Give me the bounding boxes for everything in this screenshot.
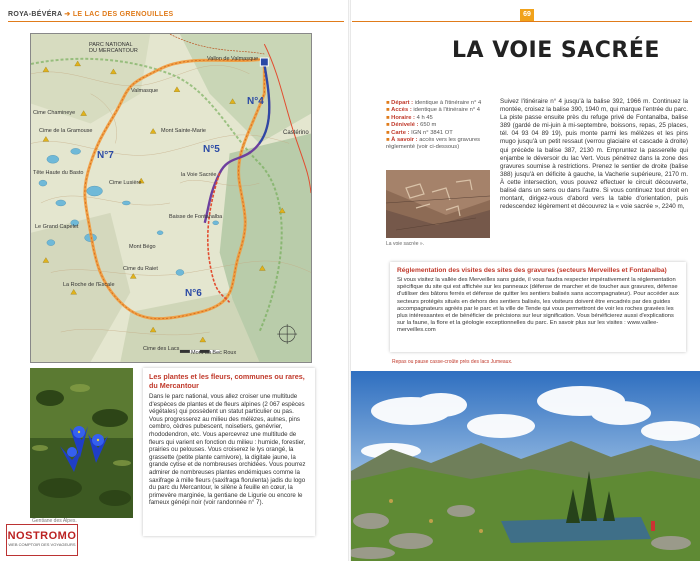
info-row-carte — [386, 130, 486, 137]
logo-name: NOSTROMO — [7, 530, 77, 542]
map-label-cime-raiet: Cime du Raiet — [123, 266, 158, 272]
info-label: À savoir : — [391, 137, 418, 144]
info-value: identique à l'itinéraire n° 4 — [413, 107, 480, 114]
gentian-photo — [30, 368, 133, 518]
header-rule-right — [352, 21, 692, 22]
nostromo-logo[interactable] — [6, 524, 78, 556]
info-row-acces — [386, 107, 486, 114]
regulation-box — [390, 262, 686, 352]
map-label-vallon: Vallon de Valmasque — [207, 56, 259, 62]
info-label: Carte : — [391, 129, 410, 136]
arrow-icon: ➔ — [64, 11, 71, 18]
trail-map[interactable] — [30, 33, 312, 363]
bullet-icon: ■ — [386, 137, 390, 144]
flower-sidebar-title: Les plantes et les fleurs, communes ou rares, du Mercantour — [149, 372, 305, 390]
map-graphic — [31, 34, 311, 362]
map-label-cime-lacs: Cime des Lacs — [143, 346, 180, 352]
rock-carving-photo — [386, 170, 490, 238]
info-label: Horaire : — [391, 114, 415, 121]
map-label-le-grand-capelet: Le Grand Capelet — [35, 224, 79, 230]
info-row-horaire — [386, 115, 486, 122]
map-label-casterino: Castérino — [283, 130, 309, 136]
lake-photo-caption: Repas ou pause casse-croûte près des lacs Jumeaux. — [392, 359, 513, 365]
flower-sidebar-text: Dans le parc national, vous allez croiser une multitude d'espèces de plantes et de fleurs alpines (2 067 espèces végétales) qui possèdent un statut particulier ou pas. Vous progresserez au milieu des mélèzes, aulnes, pins cembro, cèdres pubescent, noisetiers, genévrier, rhododendron, etc. Vous apercevrez une multitude de fleurs qui varient en fonction du milieu : humide, forestier, prairies ou pelouses. Vous croiserez le lys orangé, la grassette (petite plante carnivore), la digitale jaune, la grande cytise et de nombreuses orchidées. Vous pourrez admirer de nombreuses plantes endémiques comme la saxifrage à mille fleurs (saxifraga florulenta) jadis du logo du parc du Mercantour, le silène à feuille en cœur, la primevère marginée, la gentiane de Ligurie ou encore le fameux génépi noir (voir randonnée n° 7). — [149, 393, 306, 507]
info-value: IGN n° 3841 OT — [411, 129, 453, 136]
bullet-icon: ■ — [386, 107, 390, 114]
info-row-depart — [386, 100, 486, 107]
lake-landscape-photo — [351, 371, 700, 561]
info-row-denivele — [386, 122, 486, 129]
info-value: identique à l'itinéraire n° 4 — [414, 100, 482, 106]
header-rule-left — [8, 21, 344, 22]
bullet-icon: ■ — [386, 114, 390, 121]
route-number-6: N°6 — [185, 288, 202, 299]
logo-tagline: WEB COMPTOIR DES VOYAGEURS — [8, 542, 76, 547]
bullet-icon: ■ — [386, 122, 390, 129]
info-value: accès vers les gravures réglementé (voir ci-dessous) — [386, 137, 481, 151]
route-number-4: N°4 — [247, 96, 264, 107]
info-value: 650 m — [420, 122, 437, 129]
chapter-name: LE LAC DES GRENOUILLES — [72, 11, 174, 18]
info-label: Dénivelé : — [391, 122, 419, 129]
hike-info-box — [386, 100, 486, 152]
map-label-valmasque: Valmasque — [131, 88, 159, 94]
regulation-title: Réglementation des visites des sites des gravures (secteurs Merveilles et Fontanalba) — [397, 267, 667, 274]
map-label-mont-sainte-marie: Mont Sainte-Marie — [161, 128, 206, 134]
info-label: Accès : — [391, 107, 412, 114]
info-label: Départ : — [391, 100, 414, 106]
bullet-icon: ■ — [386, 100, 390, 106]
flower-photo-caption: Gentiane des Alpes. — [32, 518, 77, 524]
info-value: 4 h 45 — [416, 114, 433, 121]
map-label-cime-lusiere: Cime Lusière — [109, 180, 142, 186]
map-label-mont-bego: Mont Bégo — [129, 244, 156, 250]
flower-sidebar — [143, 368, 315, 536]
map-label-chamineye: Cime Chamineye — [33, 110, 76, 116]
info-row-a-savoir — [386, 137, 486, 152]
map-label-voie-sacree: la Voie Sacrée — [181, 172, 217, 178]
route-number-5: N°5 — [203, 144, 220, 155]
page-title: LA VOIE SACRÉE — [452, 38, 660, 63]
page-number: 69 — [520, 9, 534, 21]
section-name: ROYA-BÉVÉRA — [8, 11, 63, 18]
carving-photo-caption: La voie sacrée ». — [386, 241, 425, 247]
map-label-mont-bec-roux: Mont du Bec Roux — [191, 350, 237, 356]
bullet-icon: ■ — [386, 129, 390, 136]
running-header — [8, 10, 174, 18]
map-label-gramouse: Cime de la Gramouse — [39, 128, 93, 134]
route-number-7: N°7 — [97, 150, 114, 161]
map-label-baisse-fontanalba: Baisse de Fontanalba — [169, 214, 223, 220]
map-label-park: PARC NATIONAL DU MERCANTOUR — [89, 42, 138, 54]
regulation-text: Si vous visitez la vallée des Merveilles sans guide, il vous faudra respecter impérativement la réglementation spécifique du site qui est affichée sur les panneaux (défense de marcher et de toucher aux gravures, défense d'utiliser des bâtons ferrés et défense de quitter les sentiers balisés sans accompagnateur). Pour accéder aux secteurs protégés situés en dehors des sentiers balisés, les visiteurs doivent être encadrés par des guides accompagnateurs agréés par le parc et la ville de Tende qui vous permettront de voir les roches gravées les plus intéressantes et de bénéficier de précisions sur leur signification. Vous bénéficierez aussi d'explications sur la faune, la flore et la géologie exceptionnelles du parc. En savoir plus sur les visites : www.vallee-merveilles.com — [397, 277, 679, 334]
map-label-tete-basto: Tête Haute du Basto — [33, 170, 84, 176]
route-description: Suivez l'itinéraire n° 4 jusqu'à la balise 392, 1966 m. Continuez la montée, croisez la balise 390, 1940 m, qui marque l'entrée du parc. La piste passe ensuite près du refuge privé de Fontanalba, balise 389 (gardé de mi-juin à mi-septembre, boissons, repas, 25 places, tél. 04 93 04 89 19), puis monte parmi les mélèzes et les pins mugo jusqu'à un petit ressaut (verrou glaciaire et cascade à droite) qui précède la balise 387, 2130 m. Empruntez la passerelle qui enjambe le déversoir du lac Vert. Vous pénétrez dans la zone des gravures soumise à restrictions. Prenez le sentier de droite (balise 388) jusqu'à en déficite à gauche, la Vacherie supérieure, 2170 m. À cette intersection, vous pouvez effectuer le circuit découverte, balisé dans un sens ou dans l'autre. Si vous continuez tout droit en montant, dirigez-vous d'abord vers la table d'orientation, puis redescendez légèrement et découvrez la « voie sacrée », 2240 m, — [500, 98, 688, 211]
map-label-la-roche-escale: La Roche de l'Escale — [63, 282, 115, 288]
